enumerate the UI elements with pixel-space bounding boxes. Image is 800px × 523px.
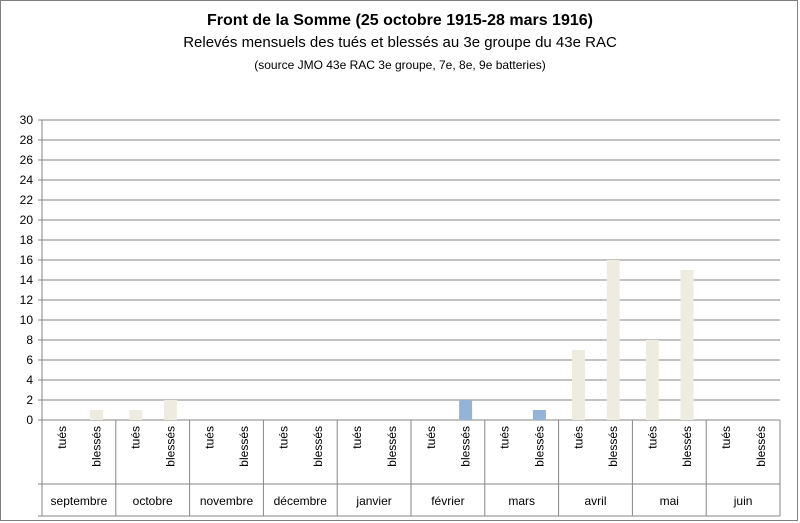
y-tick-label: 8 bbox=[26, 333, 33, 347]
bar-blessés-avril bbox=[607, 260, 620, 420]
sub-label: tués bbox=[423, 426, 438, 449]
bar-blessés-mai bbox=[681, 270, 694, 420]
sub-label: tués bbox=[202, 426, 217, 449]
sub-label: blessés bbox=[384, 426, 399, 467]
category-label: novembre bbox=[199, 494, 254, 508]
category-label: avril bbox=[584, 494, 607, 508]
y-tick-label: 16 bbox=[19, 253, 33, 267]
y-tick-label: 0 bbox=[26, 413, 33, 427]
y-tick-label: 14 bbox=[19, 273, 33, 287]
bar-tués-octobre bbox=[129, 410, 142, 420]
category-label: janvier bbox=[356, 494, 392, 508]
sub-label: blessés bbox=[532, 426, 547, 467]
chart-title: Front de la Somme (25 octobre 1915-28 mars 1916) bbox=[207, 12, 593, 29]
sub-label: tués bbox=[54, 426, 69, 449]
sub-label: blessés bbox=[163, 426, 178, 467]
y-tick-label: 30 bbox=[19, 113, 33, 127]
sub-label: blessés bbox=[458, 426, 473, 467]
y-tick-label: 12 bbox=[19, 293, 33, 307]
category-label: février bbox=[431, 494, 465, 508]
sub-label: tués bbox=[719, 426, 734, 449]
y-tick-label: 20 bbox=[19, 213, 33, 227]
category-label: juin bbox=[733, 494, 753, 508]
y-tick-label: 28 bbox=[19, 133, 33, 147]
sub-label: tués bbox=[350, 426, 365, 449]
bar-tués-mai bbox=[646, 340, 659, 420]
bar-blessés-octobre bbox=[164, 400, 177, 420]
chart-source-note: (source JMO 43e RAC 3e groupe, 7e, 8e, 9e batteries) bbox=[254, 58, 546, 72]
category-label: décembre bbox=[273, 494, 327, 508]
y-tick-label: 24 bbox=[19, 173, 33, 187]
category-label: septembre bbox=[50, 494, 108, 508]
sub-label: blessés bbox=[311, 426, 326, 467]
sub-label: blessés bbox=[680, 426, 695, 467]
sub-label: tués bbox=[497, 426, 512, 449]
sub-label: tués bbox=[645, 426, 660, 449]
y-tick-label: 18 bbox=[19, 233, 33, 247]
sub-label: tués bbox=[128, 426, 143, 449]
y-tick-label: 10 bbox=[19, 313, 33, 327]
sub-label: blessés bbox=[237, 426, 252, 467]
chart-subtitle: Relevés mensuels des tués et blessés au 3e groupe du 43e RAC bbox=[183, 34, 617, 51]
y-tick-label: 2 bbox=[26, 393, 33, 407]
y-tick-label: 22 bbox=[19, 193, 33, 207]
sub-label: blessés bbox=[606, 426, 621, 467]
bar-tués-avril bbox=[572, 350, 585, 420]
category-label: octobre bbox=[132, 494, 173, 508]
y-tick-label: 6 bbox=[26, 353, 33, 367]
y-tick-label: 26 bbox=[19, 153, 33, 167]
category-label: mai bbox=[659, 494, 679, 508]
bar-blessés-février bbox=[459, 400, 472, 420]
bar-blessés-septembre bbox=[90, 410, 103, 420]
y-tick-label: 4 bbox=[26, 373, 33, 387]
sub-label: blessés bbox=[753, 426, 768, 467]
bar-blessés-mars bbox=[533, 410, 546, 420]
category-label: mars bbox=[508, 494, 536, 508]
sub-label: tués bbox=[276, 426, 291, 449]
sub-label: blessés bbox=[89, 426, 104, 467]
sub-label: tués bbox=[571, 426, 586, 449]
